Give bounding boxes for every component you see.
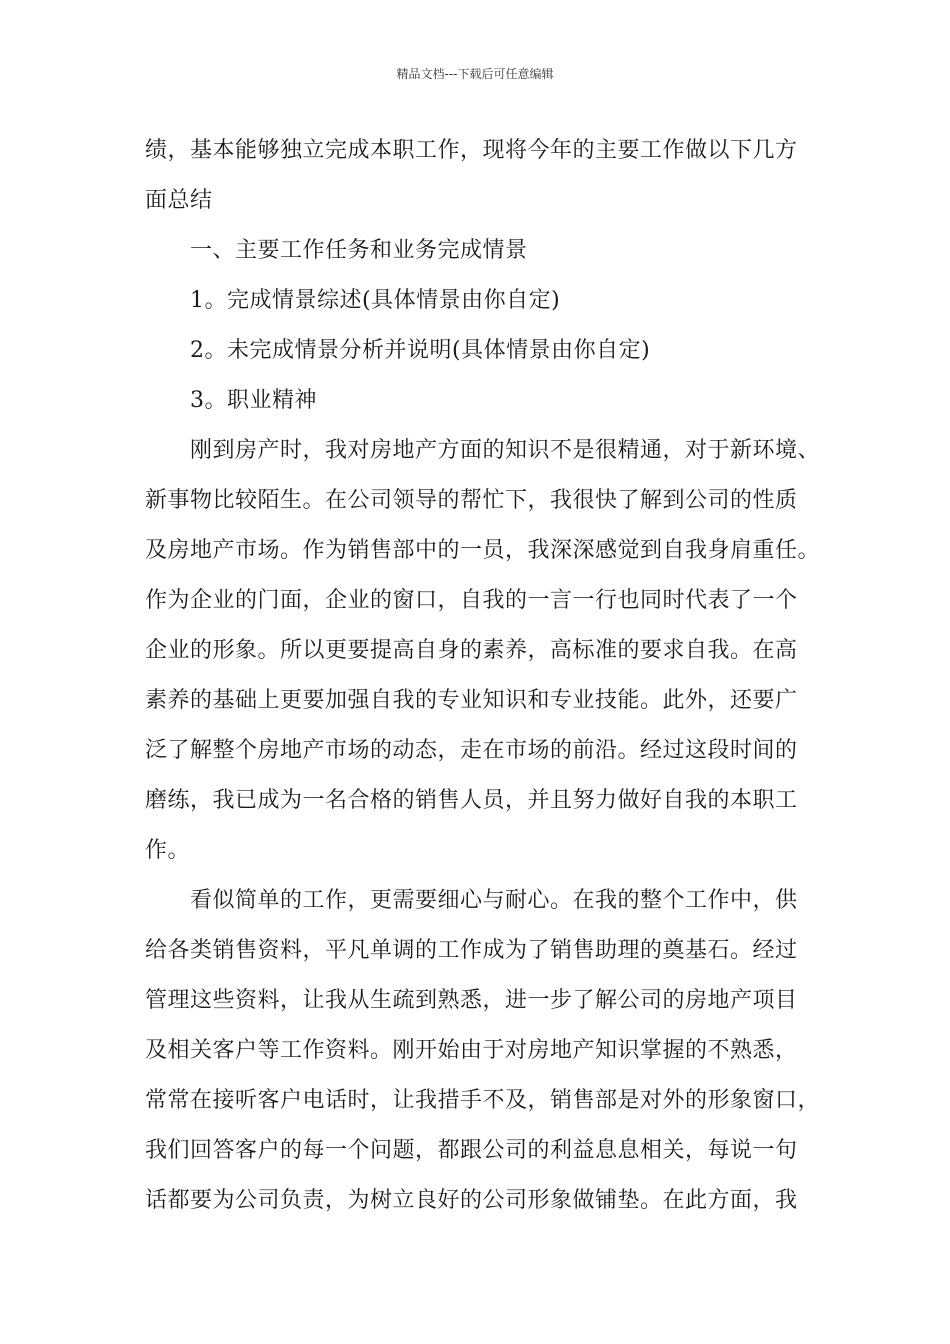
list-item: 1。完成情景综述(具体情景由你自定): [145, 288, 561, 313]
list-item: 3。职业精神: [145, 388, 317, 413]
text-line: 我们回答客户的每一个问题，都跟公司的利益息息相关，每说一句: [145, 1138, 798, 1163]
text-line: 管理这些资料，让我从生疏到熟悉，进一步了解公司的房地产项目: [145, 988, 798, 1013]
text-line: 及相关客户等工作资料。刚开始由于对房地产知识掌握的不熟悉，: [145, 1038, 798, 1063]
section-heading: 一、主要工作任务和业务完成情景: [145, 238, 528, 263]
text-line: 绩，基本能够独立完成本职工作，现将今年的主要工作做以下几方: [145, 138, 798, 163]
text-line: 新事物比较陌生。在公司领导的帮忙下，我很快了解到公司的性质: [145, 488, 798, 513]
text-line: 常常在接听客户电话时，让我措手不及，销售部是对外的形象窗口，: [145, 1088, 821, 1113]
text-line: 企业的形象。所以更要提高自身的素养，高标准的要求自我。在高: [145, 638, 798, 663]
text-line: 给各类销售资料，平凡单调的工作成为了销售助理的奠基石。经过: [145, 938, 798, 963]
text-line: 素养的基础上更要加强自我的专业知识和专业技能。此外，还要广: [145, 688, 798, 713]
text-line: 作为企业的门面，企业的窗口，自我的一言一行也同时代表了一个: [145, 588, 798, 613]
list-item: 2。未完成情景分析并说明(具体情景由你自定): [145, 338, 651, 363]
page-header: 精品文档---下载后可任意编辑: [396, 67, 554, 81]
text-line: 泛了解整个房地产市场的动态，走在市场的前沿。经过这段时间的: [145, 738, 798, 763]
document-body: [145, 126, 821, 1226]
text-line: 面总结: [145, 188, 213, 213]
text-line: 磨练，我已成为一名合格的销售人员，并且努力做好自我的本职工: [145, 788, 798, 813]
text-line: 及房地产市场。作为销售部中的一员，我深深感觉到自我身肩重任。: [145, 538, 821, 563]
text-line: 话都要为公司负责，为树立良好的公司形象做铺垫。在此方面，我: [145, 1188, 798, 1213]
text-line: 看似简单的工作，更需要细心与耐心。在我的整个工作中，供: [145, 888, 798, 913]
text-line: 刚到房产时，我对房地产方面的知识不是很精通，对于新环境、: [145, 438, 821, 463]
text-line: 作。: [145, 838, 191, 863]
